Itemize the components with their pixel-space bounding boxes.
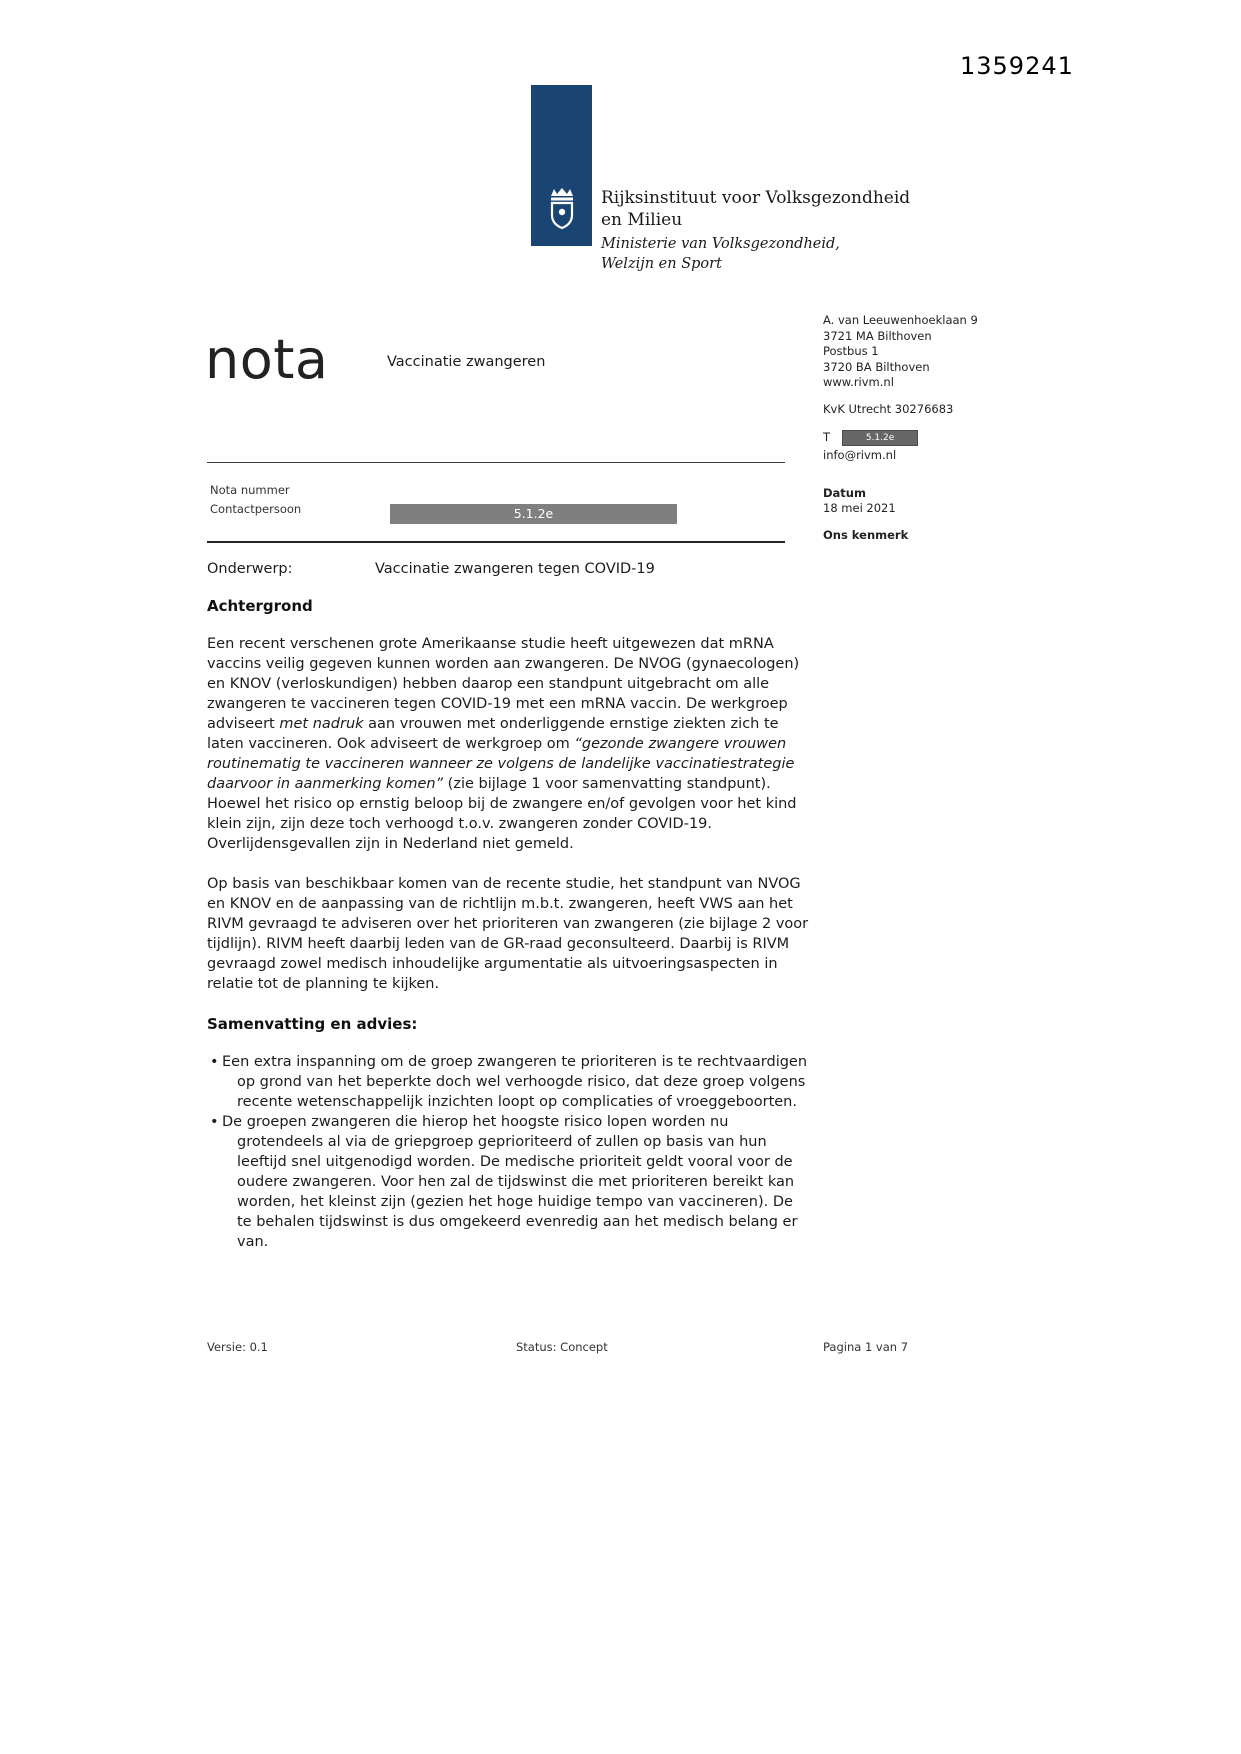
- paragraph-request: Op basis van beschikbaar komen van de recente studie, het standpunt van NVOG en KNOV en de aanpassing van de richtlijn m.b.t. zwangeren, heeft VWS aan het RIVM gevraagd te adviseren over het prioriteren van zwangeren (zie bijlage 2 voor tijdlijn). RIVM heeft daarbij leden van de GR-raad geconsulteerd. Daarbij is RIVM gevraagd zowel medisch inhoudelijke argumentatie als uitvoeringsaspecten in relatie tot de planning te kijken.: [207, 876, 809, 992]
- paragraph-text: Een recent verschenen grote Amerikaanse studie heeft uitgewezen dat mRNA vaccins veilig gegeven kunnen worden aan zwangeren. De NVOG (gynaecologen) en KNOV (verloskundigen) hebben daarop een standpunt uitgebracht om alle zwangeren te vaccineren tegen COVID-19 met een mRNA vaccin. De werkgroep adviseert: [207, 636, 800, 732]
- list-item: • De groepen zwangeren die hierop het hoogste risico lopen worden nu grotendeels al via de griepgroep geprioriteerd of zullen op basis van hun leeftijd snel uitgenodigd worden. De medische prioriteit geldt vooral voor de oudere zwangeren. Voor hen zal de tijdswinst die met prioriteren bereikt kan worden, het kleinst zijn (gezien het hoge huidige tempo van vaccineren). De te behalen tijdswinst is dus omgekeerd evenredig aan het medisch belang er van.: [207, 1112, 809, 1252]
- footer-page-number: Pagina 1 van 7: [823, 1340, 909, 1354]
- subject-row: [207, 561, 655, 577]
- list-item: • Een extra inspanning om de groep zwangeren te prioriteren is te rechtvaardigen op grond van het beperkte doch wel verhoogde risico, dat deze groep volgens recente wetenschappelijk inzichten loopt op complicaties of vroeggeboorten.: [207, 1052, 809, 1112]
- section-heading-samenvatting: Samenvatting en advies:: [207, 1015, 418, 1033]
- logo-wordmark: [601, 188, 910, 274]
- address-line: 3721 MA Bilthoven: [823, 328, 932, 343]
- coat-of-arms-icon: [544, 186, 580, 232]
- kenmerk-label: Ons kenmerk: [823, 527, 909, 542]
- subject-label: Onderwerp:: [207, 561, 293, 577]
- document-body: [207, 596, 809, 1252]
- paragraph-background: [207, 634, 809, 854]
- advice-bullet-list: [207, 1052, 809, 1252]
- horizontal-rule-bottom: [207, 541, 785, 543]
- website-text: www.rivm.nl: [823, 375, 894, 389]
- section-heading-achtergrond: Achtergrond: [207, 597, 313, 615]
- contactpersoon-label: Contactpersoon: [210, 502, 302, 516]
- contactpersoon-redaction-bar: 5.1.2e: [390, 504, 677, 524]
- paragraph-text: aan vrouwen met onderliggende ernstige ziekten zich te laten vaccineren. Ook adviseert de werkgroep om: [207, 716, 779, 752]
- horizontal-rule-top: [207, 462, 785, 463]
- nota-nummer-label: Nota nummer: [210, 483, 290, 497]
- datum-label: Datum: [823, 485, 866, 500]
- rijksoverheid-logo-ribbon: [531, 85, 592, 246]
- email-text: info@rivm.nl: [823, 448, 897, 462]
- org-name-line2: en Milieu: [601, 209, 683, 230]
- address-line: 3720 BA Bilthoven: [823, 359, 930, 374]
- ministry-line1: Ministerie van Volksgezondheid,: [601, 236, 840, 252]
- document-type-label: nota: [205, 328, 329, 391]
- paragraph-text: (zie bijlage 1 voor samenvatting standpunt). Hoewel het risico op ernstig beloop bij de zwangere en/of gevolgen voor het kind klein zijn, zijn deze toch verhoogd t.o.v. zwangeren zonder COVID-19. Overlijdensgevallen zijn in Nederland niet gemeld.: [207, 776, 797, 852]
- ministry-line2: Welzijn en Sport: [601, 255, 722, 272]
- org-name-line1: Rijksinstituut voor Volksgezondheid: [601, 188, 911, 208]
- kvk-number: KvK Utrecht 30276683: [823, 401, 954, 416]
- address-line: Postbus 1: [823, 344, 879, 358]
- subject-value: Vaccinatie zwangeren tegen COVID-19: [375, 561, 655, 577]
- quoted-text: “gezonde zwangere vrouwen routinematig te vaccineren wanneer ze volgens de landelijke vaccinatiestrategie daarvoor in aanmerking komen”: [207, 736, 795, 792]
- datum-value: 18 mei 2021: [823, 501, 896, 515]
- document-number: 1359241: [960, 52, 1074, 80]
- emphasized-text: met nadruk: [279, 716, 364, 732]
- address-sidebar: [823, 313, 1033, 543]
- address-line: A. van Leeuwenhoeklaan 9: [823, 313, 978, 327]
- footer-version: Versie: 0.1: [207, 1340, 268, 1354]
- phone-row: [823, 430, 1033, 446]
- footer-status: Status: Concept: [516, 1340, 608, 1354]
- phone-label: T: [823, 430, 831, 445]
- phone-redaction-bar: 5.1.2e: [842, 430, 918, 446]
- document-title: Vaccinatie zwangeren: [387, 354, 546, 370]
